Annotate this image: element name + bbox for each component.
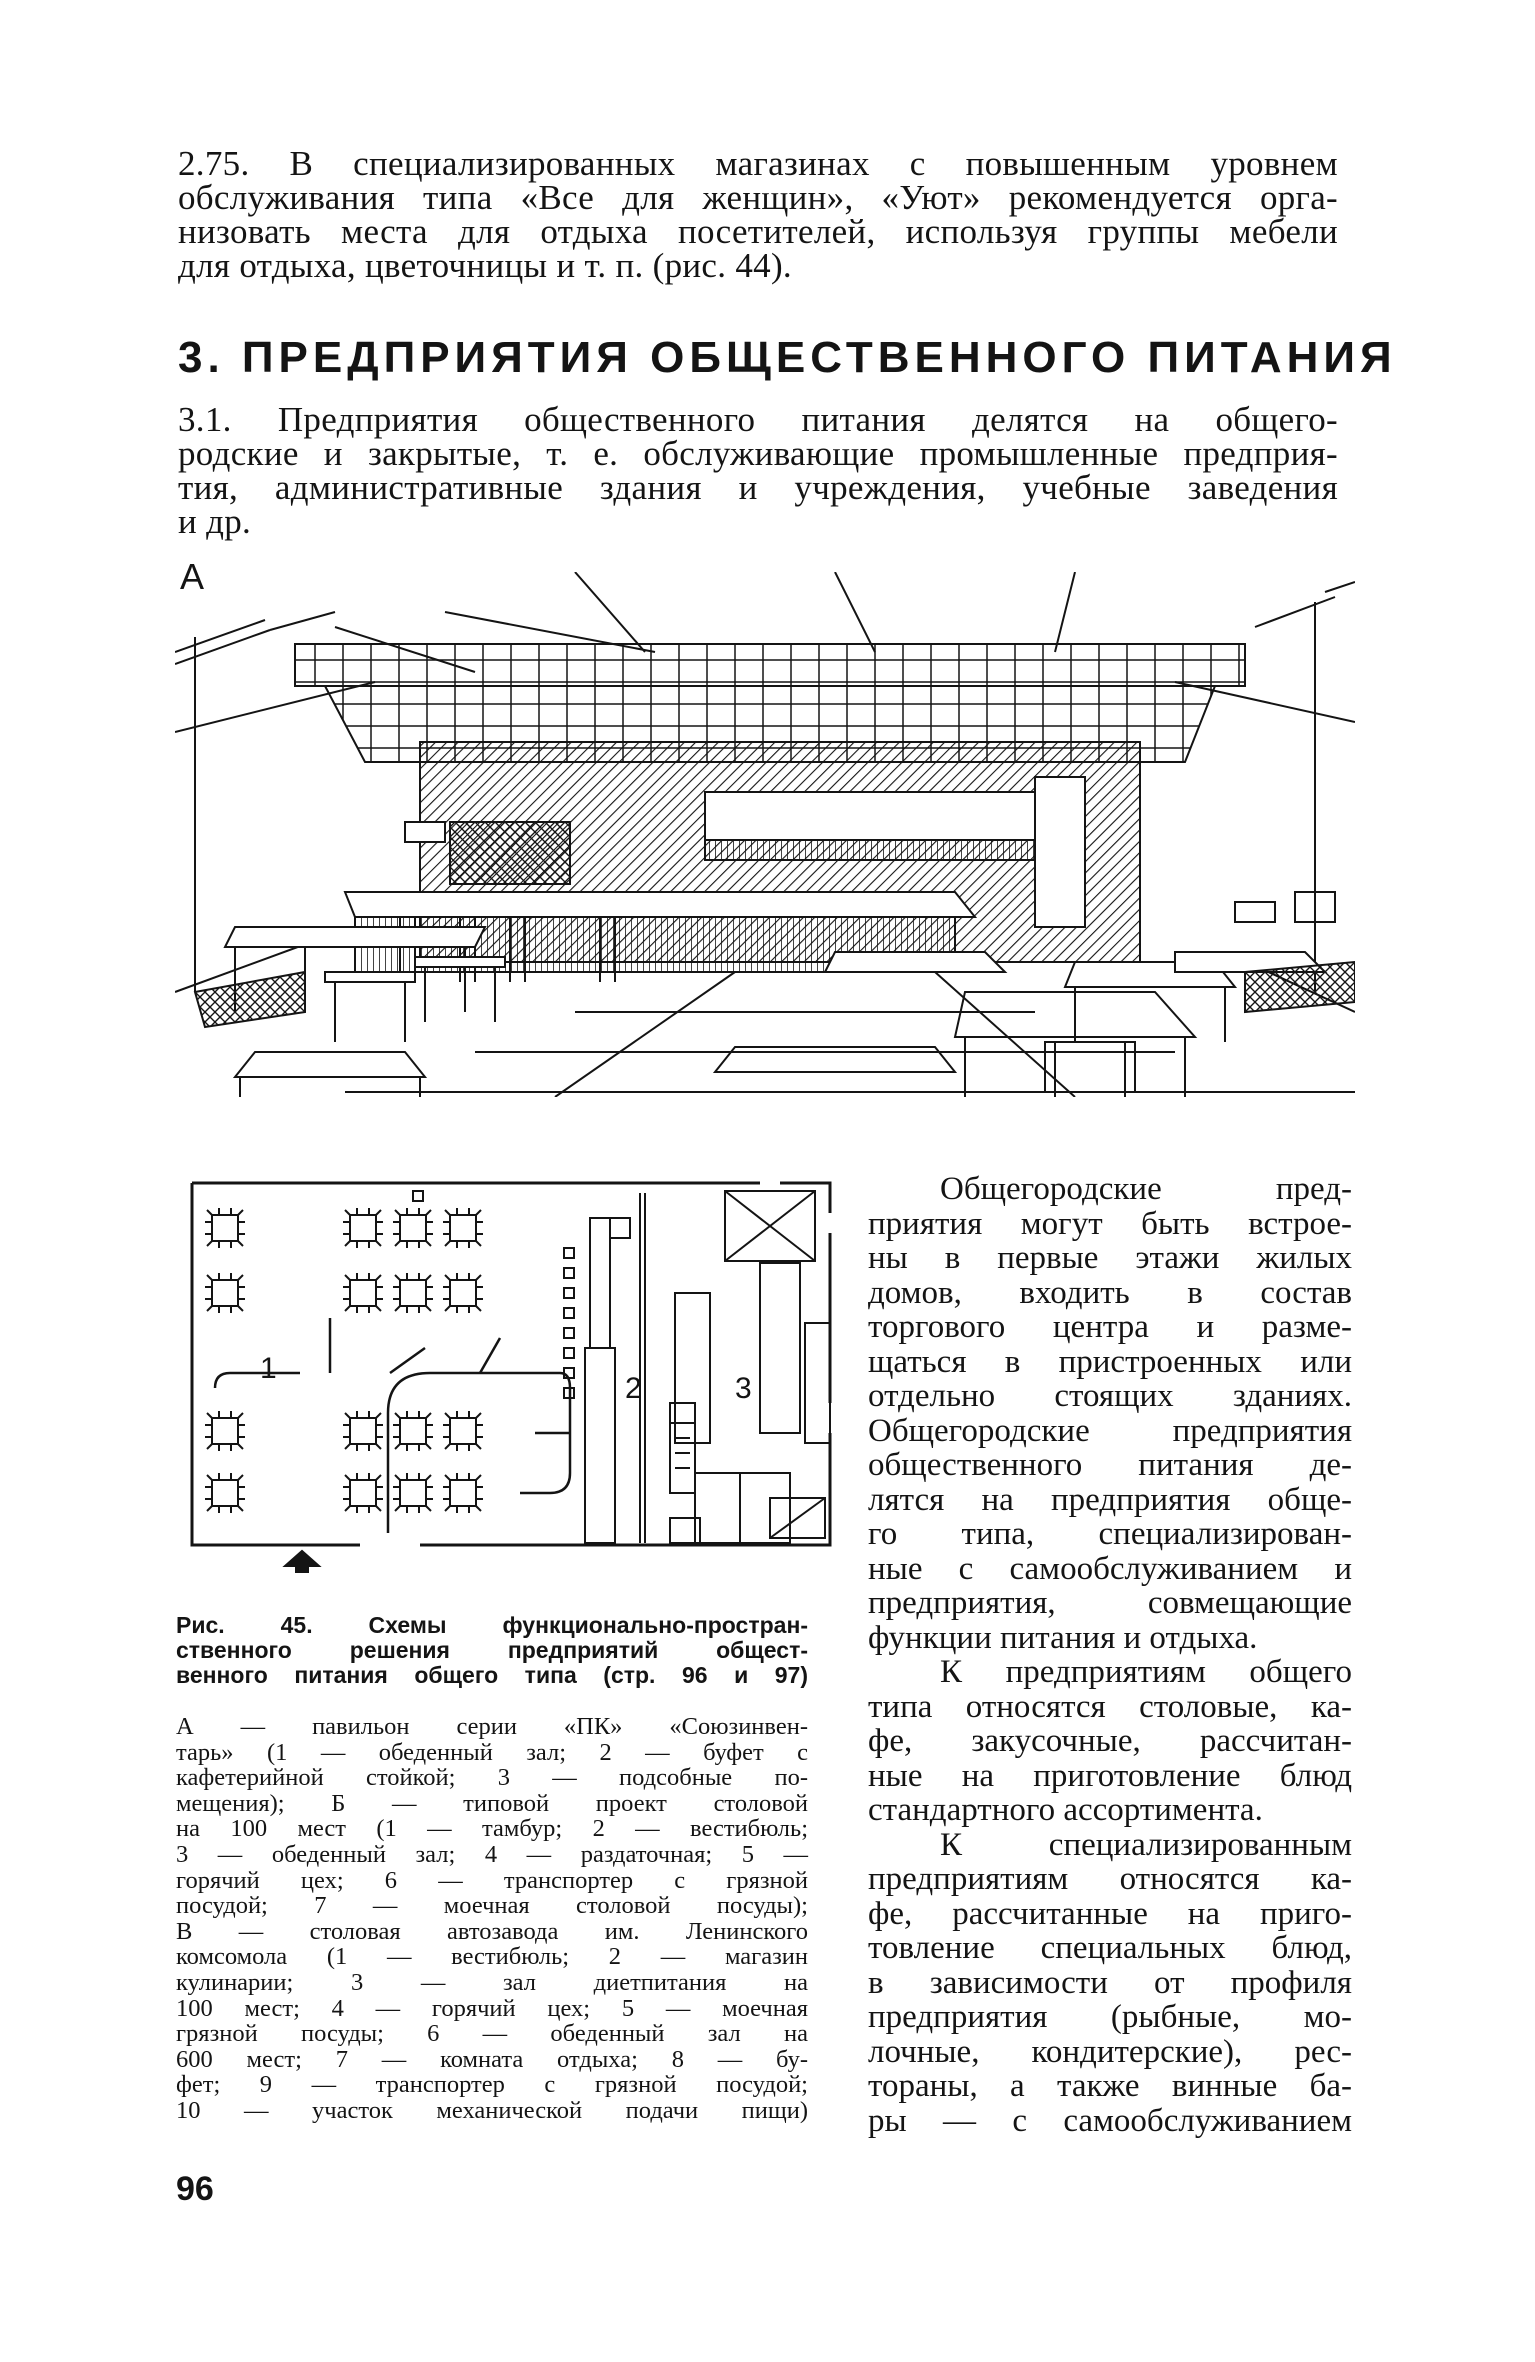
text-line: Общегородские пред-	[940, 1171, 1352, 1207]
caption-line: тарь» (1 — обеденный зал; 2 — буфет с	[176, 1738, 808, 1766]
text-line: К специализированным	[940, 1826, 1352, 1863]
caption-title-line: ственного решения предприятий общест-	[176, 1637, 808, 1663]
text-line: ры — с самообслуживанием	[868, 2102, 1352, 2139]
caption-line: фет; 9 — транспортер с грязной посудой;	[176, 2071, 808, 2099]
text-line: торгового центра и разме-	[868, 1309, 1352, 1345]
text-line: домов, входить в состав	[868, 1274, 1352, 1311]
text-line: отдельно стоящих зданиях.	[868, 1378, 1352, 1414]
paragraph-line: родские и закрытые, т. е. обслуживающие промышленные предприя-	[178, 434, 1338, 473]
figure-caption-title	[176, 1613, 808, 1688]
text-line: лочные, кондитерские), рес-	[868, 2033, 1352, 2070]
plan-tables	[205, 1208, 483, 1513]
text-line: типа относятся столовые, ка-	[868, 1688, 1352, 1725]
floor-plan-diagram	[180, 1173, 840, 1573]
caption-line: В — столовая автозавода им. Ленинского	[176, 1917, 808, 1945]
text-line: товление специальных блюд,	[868, 1930, 1352, 1966]
paragraph-2-75	[178, 144, 1338, 285]
caption-line: мещения); Б — типовой проект столовой	[176, 1789, 808, 1817]
figure-caption-body	[176, 1714, 808, 2124]
text-line: тораны, а также винные ба-	[868, 2068, 1352, 2104]
caption-line: посудой; 7 — моечная столовой посуды);	[176, 1892, 808, 1920]
text-line: приятия могут быть встрое-	[868, 1205, 1352, 1242]
paragraph-line: тия, административные здания и учреждения, учебные заведения	[178, 468, 1338, 507]
plan-label-2: 2	[625, 1372, 642, 1405]
floor-lines	[345, 972, 1355, 1097]
caption-line: горячий цех; 6 — транспортер с грязной	[176, 1866, 808, 1894]
text-line: фе, рассчитанные на приго-	[868, 1895, 1352, 1932]
text-line: го типа, специализирован-	[868, 1516, 1352, 1552]
caption-line: грязной посуды; 6 — обеденный зал на	[176, 2020, 808, 2048]
text-line: ны в первые этажи жилых	[868, 1240, 1352, 1276]
caption-line: на 100 мест (1 — тамбур; 2 — вестибюль;	[176, 1815, 808, 1843]
plan-conveyor	[670, 1403, 695, 1493]
text-line: общественного питания де-	[868, 1447, 1352, 1483]
text-line: щаться в пристроенных или	[868, 1343, 1352, 1380]
caption-line: кулинарии; 3 — зал диетпитания на	[176, 1968, 808, 1996]
text-line: Общегородские предприятия	[868, 1412, 1352, 1449]
paragraph-line: для отдыха, цветочницы и т. п. (рис. 44).	[178, 246, 792, 285]
text-line: фе, закусочные, рассчитан-	[868, 1723, 1352, 1759]
interior-perspective-drawing	[175, 572, 1355, 1097]
plan-flow-arrows	[215, 1318, 570, 1533]
paragraph-line: низовать места для отдыха посетителей, используя группы мебели	[178, 212, 1338, 251]
caption-line: А — павильон серии «ПК» «Союзинвен-	[176, 1713, 808, 1740]
text-line: в зависимости от профиля	[868, 1964, 1352, 2001]
plan-entrance-arrow	[285, 1551, 319, 1573]
text-line: К предприятиям общего	[940, 1654, 1352, 1690]
caption-title-line: венного питания общего типа (стр. 96 и 97)	[176, 1662, 808, 1688]
plan-label-3: 3	[735, 1372, 752, 1405]
page-number: 96	[176, 2170, 214, 2208]
caption-line: комсомола (1 — вестибюль; 2 — магазин	[176, 1943, 808, 1971]
paragraph-line: 2.75. В специализированных магазинах с повышенным уровнем	[178, 144, 1338, 183]
text-line: стандартного ассортимента.	[868, 1792, 1263, 1828]
paragraph-line: обслуживания типа «Все для женщин», «Уют» рекомендуется орга-	[178, 178, 1338, 217]
caption-line: 3 — обеденный зал; 4 — раздаточная; 5 —	[176, 1840, 808, 1868]
text-line: предприятия (рыбные, мо-	[868, 1999, 1352, 2035]
caption-line: 100 мест; 4 — горячий цех; 5 — моечная	[176, 1994, 808, 2022]
right-column-text	[868, 1172, 1352, 2138]
plan-label-1: 1	[260, 1352, 277, 1385]
caption-line: кафетерийной стойкой; 3 — подсобные по-	[176, 1764, 808, 1792]
text-line: предприятия, совмещающие	[868, 1585, 1352, 1621]
figure-label-a: А	[180, 556, 205, 597]
text-line: функции питания и отдыха.	[868, 1619, 1258, 1656]
text-line: ные на приготовление блюд	[868, 1757, 1352, 1794]
text-line: ные с самообслуживанием и	[868, 1550, 1352, 1587]
paragraph-line: 3.1. Предприятия общественного питания делятся на общего-	[178, 400, 1338, 439]
ceiling-grid	[295, 572, 1245, 762]
text-line: лятся на предприятия обще-	[868, 1481, 1352, 1518]
plan-walls	[192, 1183, 830, 1545]
caption-line: 600 мест; 7 — комната отдыха; 8 — бу-	[176, 2045, 808, 2073]
section-heading: 3. ПРЕДПРИЯТИЯ ОБЩЕСТВЕННОГО ПИТАНИЯ	[178, 333, 1397, 382]
caption-line: 10 — участок механической подачи пищи)	[176, 2096, 808, 2124]
text-line: предприятиям относятся ка-	[868, 1861, 1352, 1897]
paragraph-line: и др.	[178, 502, 252, 541]
caption-title-line: Рис. 45. Схемы функционально-простран-	[176, 1612, 808, 1638]
paragraph-3-1	[178, 400, 1338, 541]
